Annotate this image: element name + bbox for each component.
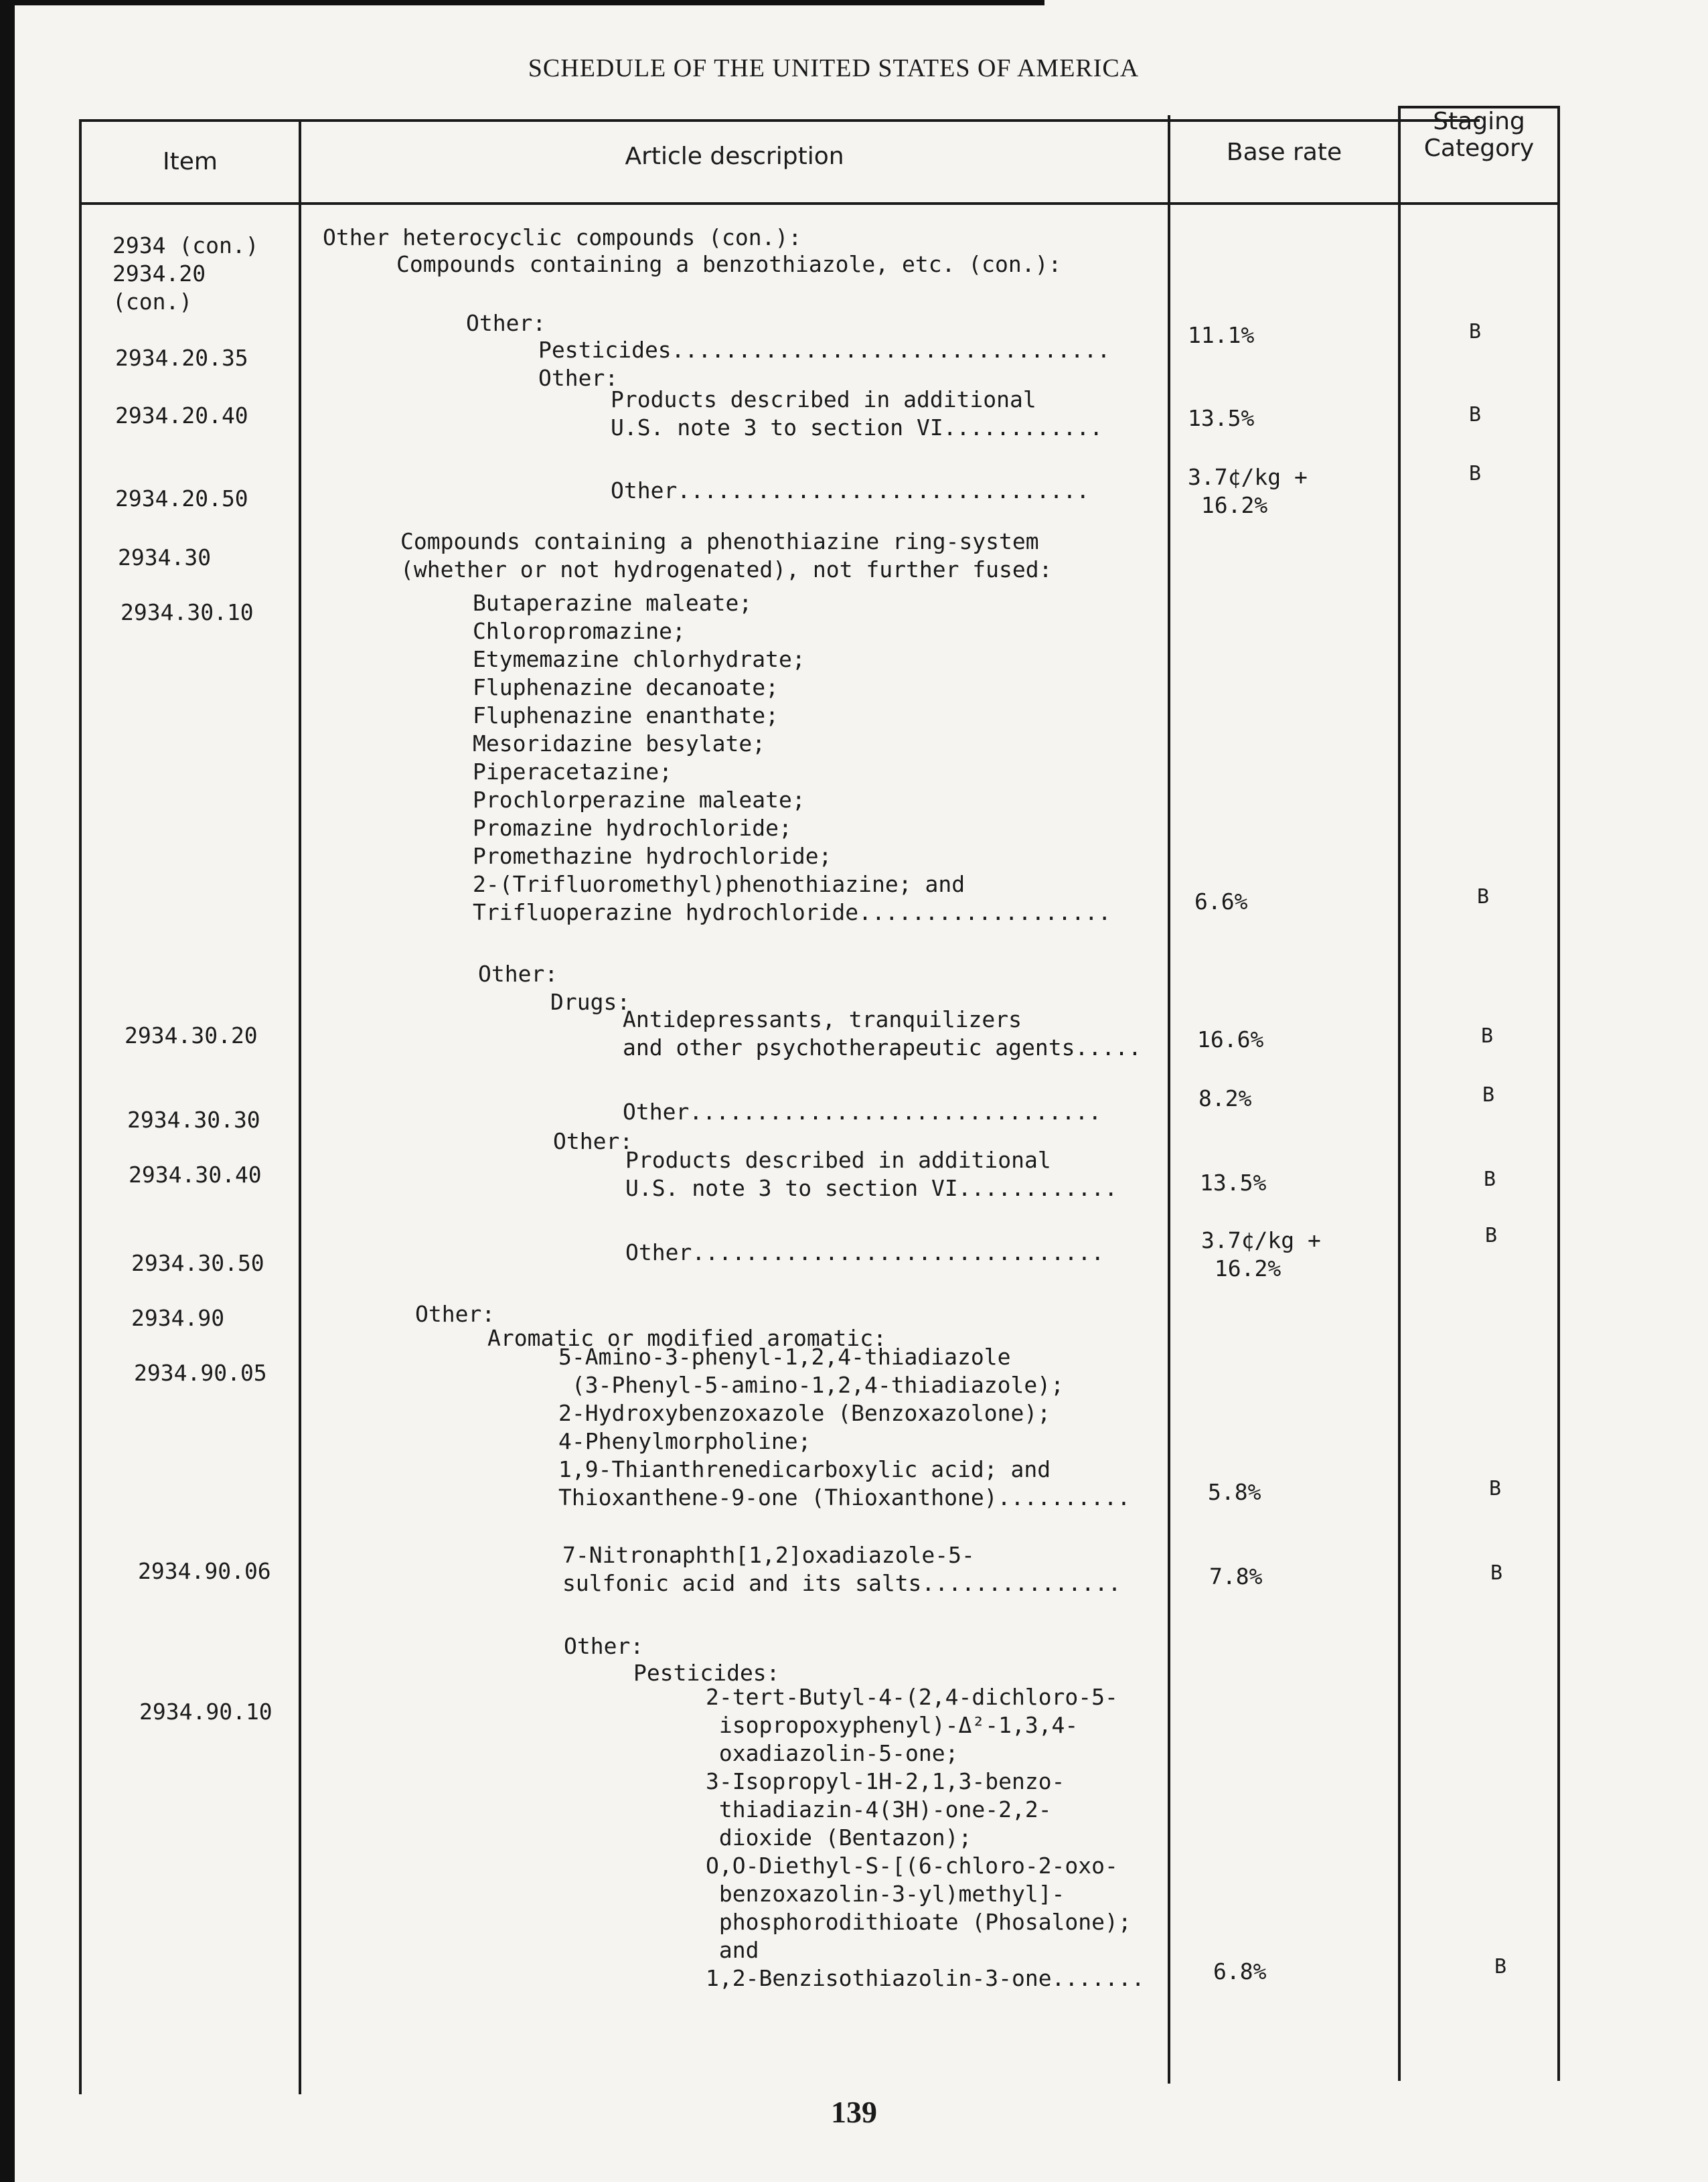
item-number: 2934.30.50 [131, 1250, 264, 1276]
desc-line: Butaperazine maleate; Chloropromazine; Etymemazine chlorhydrate; Fluphenazine decanoate; Fluphenazine enanthate; Mesoridazine besylate; Piperacetazine; Prochlorperazine maleate; Promazine hydrochloride; Promethazine hydrochloride; 2-(Trifluoromethyl)phenothiazine; and Trifluoperazine hydrochloride................... [473, 590, 1111, 925]
item-number: 2934.20.35 [115, 345, 248, 371]
desc-heading: Other: [538, 365, 619, 391]
table-top-rule [80, 119, 1480, 122]
staging-category: B [1484, 1168, 1496, 1191]
item-number: 2934.90.10 [139, 1699, 273, 1725]
desc-heading: Aromatic or modified aromatic: [487, 1325, 887, 1351]
scan-border-left [0, 0, 15, 2182]
desc-heading: Drugs: [550, 989, 631, 1015]
header-bottom-rule [80, 202, 1560, 205]
item-number: 2934.30.40 [129, 1162, 262, 1188]
col-line-left [79, 119, 82, 2094]
scan-border-top [0, 0, 1044, 5]
desc-heading: Compounds containing a phenothiazine ring-system (whether or not hydrogenated), not further fused: [400, 528, 1053, 582]
staging-category: B [1489, 1477, 1502, 1500]
item-number: 2934.30 [118, 544, 212, 570]
desc-heading: Compounds containing a benzothiazole, etc. (con.): [396, 251, 1062, 277]
base-rate: 6.8% [1213, 1958, 1267, 1984]
desc-heading: Pesticides: [633, 1660, 780, 1686]
col-line-rate [1398, 106, 1401, 2081]
item-number: 2934.90 [131, 1305, 225, 1331]
desc-line: Other............................... [625, 1239, 1105, 1265]
base-rate: 3.7¢/kg + 16.2% [1201, 1227, 1321, 1281]
desc-line: Antidepressants, tranquilizers and other psychotherapeutic agents..... [623, 1006, 1142, 1061]
desc-heading: Other: [553, 1128, 633, 1154]
desc-line: Products described in additional U.S. note 3 to section VI............ [625, 1147, 1118, 1201]
col-line-right [1557, 106, 1560, 2081]
item-number: 2934.90.05 [134, 1360, 267, 1386]
page-title: SCHEDULE OF THE UNITED STATES OF AMERICA [528, 54, 1140, 82]
staging-category: B [1485, 1224, 1498, 1247]
desc-line: 5-Amino-3-phenyl-1,2,4-thiadiazole (3-Phenyl-5-amino-1,2,4-thiadiazole); 2-Hydroxybenzoxazole (Benzoxazolone); 4-Phenylmorpholine; 1,9-Thianthrenedicarboxylic acid; and Thioxanthene-9-one (Thioxanthone).......... [558, 1344, 1131, 1510]
item-number: 2934.30.10 [121, 599, 254, 625]
item-number: 2934.20.50 [115, 485, 248, 512]
base-rate: 6.6% [1194, 888, 1248, 915]
base-rate: 3.7¢/kg + 16.2% [1188, 464, 1308, 518]
header-item: Item [163, 148, 218, 175]
desc-heading: Other heterocyclic compounds (con.): [323, 224, 802, 250]
col-line-item [299, 119, 301, 2094]
staging-category: B [1469, 403, 1482, 426]
desc-heading: Other: [466, 310, 546, 336]
desc-heading: Other: [415, 1301, 495, 1327]
header-staging-1: Staging [1433, 108, 1525, 135]
base-rate: 7.8% [1209, 1563, 1263, 1589]
desc-line: 2-tert-Butyl-4-(2,4-dichloro-5- isopropoxyphenyl)-Δ²-1,3,4- oxadiazolin-5-one; 3-Isopropyl-1H-2,1,3-benzo- thiadiazin-4(3H)-one-2,2- dioxide (Bentazon); O,O-Diethyl-S-[(6-chloro-2-oxo- benzoxazolin-3-yl)methyl]- phosphorodithioate (Phosalone); and 1,2-Benzisothiazolin-3-one....... [706, 1684, 1145, 1991]
item-number: 2934.30.20 [125, 1022, 258, 1048]
base-rate: 8.2% [1198, 1085, 1252, 1111]
item-number: 2934.20.40 [115, 402, 248, 428]
staging-category: B [1469, 320, 1482, 343]
desc-heading: Other: [478, 961, 558, 987]
desc-line: Products described in additional U.S. note 3 to section VI............ [611, 386, 1103, 441]
col-line-desc [1168, 115, 1170, 2084]
base-rate: 5.8% [1208, 1479, 1261, 1505]
header-base-rate: Base rate [1226, 139, 1342, 166]
header-description: Article description [625, 143, 844, 170]
desc-line: Other............................... [623, 1099, 1102, 1125]
item-number: 2934.30.30 [127, 1107, 260, 1133]
staging-category: B [1477, 885, 1490, 909]
desc-line: Other............................... [611, 477, 1090, 503]
base-rate: 13.5% [1200, 1170, 1267, 1196]
base-rate: 16.6% [1197, 1026, 1264, 1053]
staging-category: B [1482, 1083, 1495, 1107]
base-rate: 13.5% [1188, 405, 1255, 431]
item-number: 2934.90.06 [138, 1558, 271, 1584]
item-number: 2934 (con.) 2934.20 (con.) [112, 232, 259, 315]
staging-category: B [1494, 1955, 1507, 1978]
header-staging-2: Category [1423, 135, 1535, 162]
desc-line: 7-Nitronaphth[1,2]oxadiazole-5- sulfonic acid and its salts............... [562, 1542, 1121, 1596]
page-number: 139 [831, 2095, 877, 2129]
desc-heading: Other: [564, 1633, 644, 1659]
staging-category: B [1481, 1024, 1494, 1048]
staging-category: B [1469, 462, 1482, 485]
staging-category: B [1490, 1561, 1503, 1585]
base-rate: 11.1% [1188, 322, 1255, 348]
desc-line: Pesticides................................. [538, 337, 1111, 363]
